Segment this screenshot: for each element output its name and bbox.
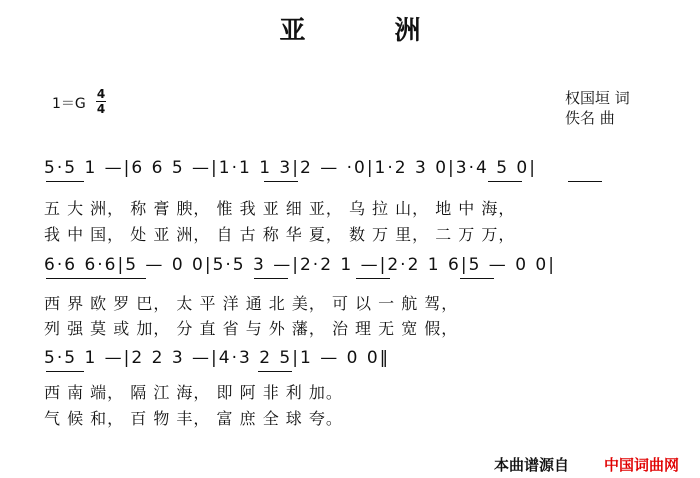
notation-line-3: 5·5 1 —|2 2 3 —|4·3 2 5|1 — 0 0‖: [44, 348, 391, 368]
underline-mark: [254, 278, 288, 279]
lyrics-line-1-verse-2: 我 中 国， 处 亚 洲， 自 古 称 华 夏， 数 万 里， 二 万 万，: [44, 225, 516, 244]
lyrics-line-1-verse-1: 五 大 洲， 称 膏 腴， 惟 我 亚 细 亚， 乌 拉 山， 地 中 海，: [44, 199, 516, 218]
time-signature-top: 4: [96, 87, 106, 101]
time-signature-bottom: 4: [96, 102, 106, 116]
key-signature: 1＝G: [52, 96, 86, 112]
underline-mark: [264, 181, 298, 182]
lyricist-credit: 权国垣 词: [565, 89, 630, 107]
lyrics-line-3-verse-1: 西 南 端， 隔 江 海， 即 阿 非 利 加。: [44, 383, 343, 402]
time-signature: [96, 88, 106, 115]
underline-mark: [46, 278, 146, 279]
site-brand[interactable]: 中国词曲网: [604, 456, 680, 474]
underline-mark: [46, 181, 84, 182]
lyrics-line-2-verse-1: 西 界 欧 罗 巴， 太 平 洋 通 北 美， 可 以 一 航 驾，: [44, 294, 459, 313]
lyrics-line-3-verse-2: 气 候 和， 百 物 丰， 富 庶 全 球 夸。: [44, 409, 343, 428]
underline-mark: [258, 371, 292, 372]
underline-mark: [460, 278, 494, 279]
underline-mark: [46, 371, 84, 372]
underline-mark: [488, 181, 522, 182]
notation-line-2: 6·6 6·6|5 — 0 0|5·5 3 —|2·2 1 —|2·2 1 6|5 — 0 0|: [44, 255, 556, 275]
lyrics-line-2-verse-2: 列 强 莫 或 加， 分 直 省 与 外 藩， 治 理 无 宽 假，: [44, 319, 459, 338]
underline-mark: [568, 181, 602, 182]
composer-credit: 佚名 曲: [565, 109, 615, 127]
notation-line-1: 5·5 1 —|6 6 5 —|1·1 1 3|2 — ·0|1·2 3 0|3·4 5 0|: [44, 158, 537, 178]
source-label: 本曲谱源自: [494, 456, 570, 474]
underline-mark: [356, 278, 390, 279]
song-title: 亚 洲: [279, 16, 461, 46]
